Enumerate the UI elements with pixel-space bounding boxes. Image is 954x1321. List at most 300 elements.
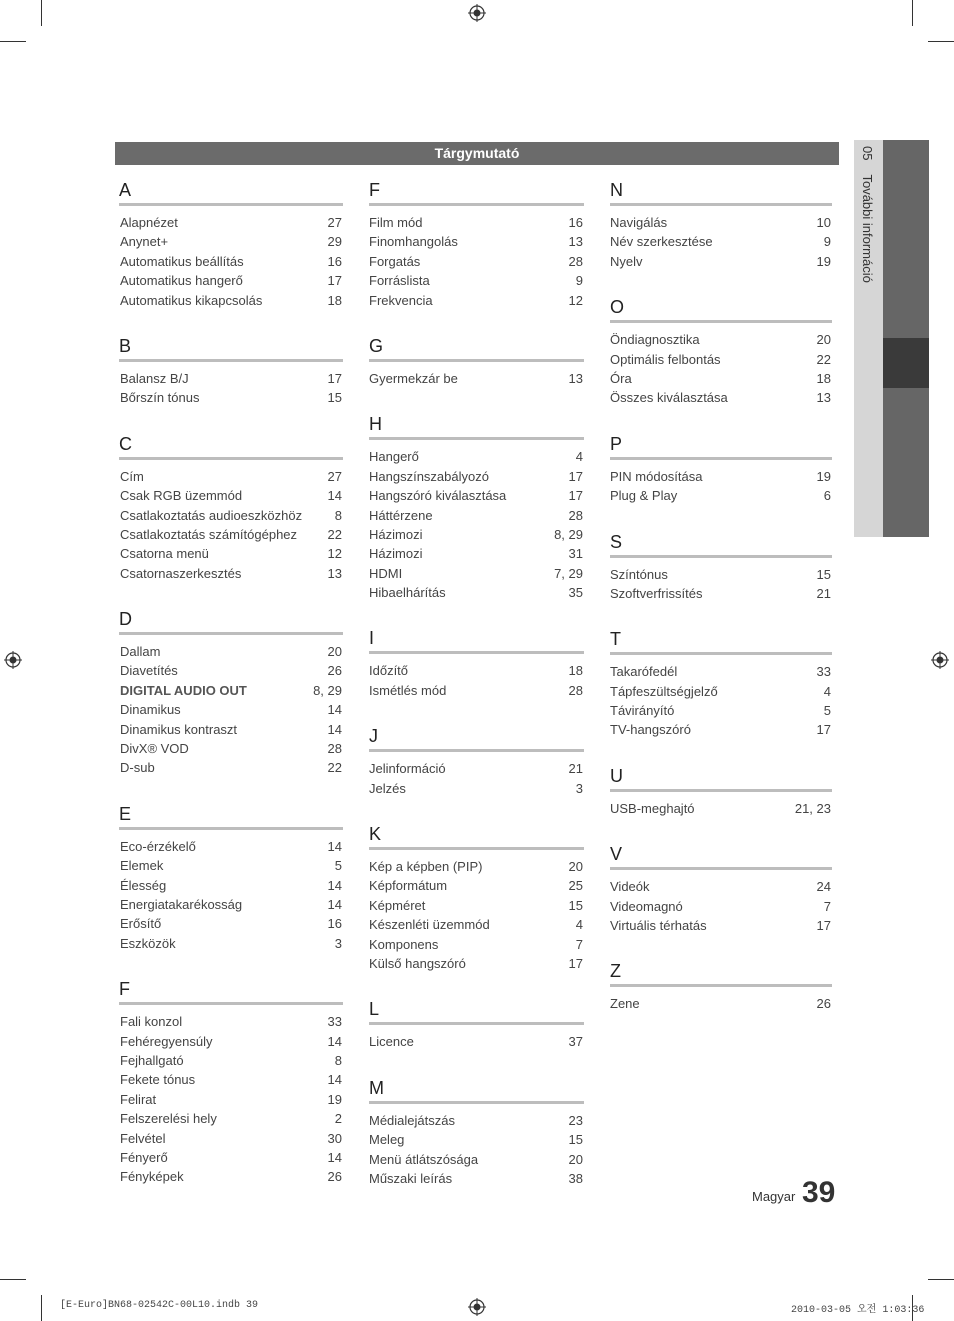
- index-entry: [610, 565, 832, 584]
- index-section: [610, 432, 832, 506]
- index-page-ref: 13: [568, 234, 583, 250]
- index-term: Szoftverfrissítés: [610, 585, 703, 601]
- section-letter: F: [369, 178, 584, 206]
- index-entry: [120, 564, 343, 583]
- index-term: Kép a képben (PIP): [369, 859, 483, 875]
- section-gap: [610, 935, 832, 959]
- index-term: Házimozi: [369, 526, 423, 542]
- index-page-ref: 8: [334, 507, 342, 523]
- section-gap: [610, 740, 832, 764]
- index-term: Meleg: [369, 1132, 405, 1148]
- index-page-ref: 6: [823, 488, 831, 504]
- section-gap: [610, 818, 832, 842]
- index-term: Fehéregyensúly: [120, 1033, 213, 1049]
- index-page-ref: 17: [816, 722, 831, 738]
- index-section: [120, 607, 343, 778]
- index-page-ref: 35: [568, 585, 583, 601]
- section-gap: [369, 310, 584, 334]
- index-page-ref: 27: [327, 468, 342, 484]
- index-entry: [369, 896, 584, 915]
- index-page-ref: 31: [568, 546, 583, 562]
- index-entry: [369, 1111, 584, 1130]
- index-page-ref: 8, 29: [554, 526, 583, 542]
- index-term: Tápfeszültségjelző: [610, 683, 718, 699]
- registration-mark-icon: [4, 651, 22, 669]
- index-entry: [120, 252, 343, 271]
- index-entry: [610, 467, 832, 486]
- index-entry: [610, 330, 832, 349]
- section-letter: U: [610, 764, 832, 792]
- index-term: Alapnézet: [120, 215, 178, 230]
- section-gap: [120, 778, 343, 802]
- index-entry: [120, 876, 343, 895]
- index-term: Frekvencia: [369, 292, 433, 308]
- index-term: Diavetítés: [120, 663, 178, 679]
- index-entry: [120, 1129, 343, 1148]
- index-entry: [610, 720, 832, 739]
- index-page-ref: 4: [575, 917, 583, 933]
- index-entry: [120, 914, 343, 933]
- index-page-ref: 3: [334, 935, 342, 951]
- index-entry: [369, 1032, 584, 1051]
- index-entry: [369, 876, 584, 895]
- index-page-ref: 17: [568, 488, 583, 504]
- section-letter: Z: [610, 959, 832, 987]
- crop-mark: [928, 41, 954, 42]
- index-term: Fényképek: [120, 1169, 184, 1185]
- index-page-ref: 17: [327, 273, 342, 289]
- index-page-ref: 7: [823, 898, 831, 914]
- index-term: Dinamikus: [120, 702, 181, 718]
- index-entry: [120, 1070, 343, 1089]
- index-term: Navigálás: [610, 215, 668, 230]
- section-gap: [610, 506, 832, 530]
- index-page-ref: 15: [568, 897, 583, 913]
- index-page-ref: 28: [568, 507, 583, 523]
- footer-language: Magyar: [752, 1189, 796, 1204]
- index-entry: [610, 369, 832, 388]
- index-page-ref: 38: [568, 1170, 583, 1186]
- index-term: Gyermekzár be: [369, 370, 458, 386]
- index-entry: [610, 994, 832, 1013]
- index-page-ref: 21: [816, 585, 831, 601]
- index-term: Felvétel: [120, 1130, 166, 1146]
- section-letter: V: [610, 842, 832, 870]
- index-entry: [369, 506, 584, 525]
- index-page-ref: 9: [823, 234, 831, 250]
- index-entry: [120, 700, 343, 719]
- index-entry: [120, 388, 343, 407]
- section-gap: [120, 310, 343, 334]
- index-term: Eco-érzékelő: [120, 838, 196, 854]
- index-section: [120, 802, 343, 953]
- index-term: Képméret: [369, 897, 426, 913]
- index-term: Készenléti üzemmód: [369, 917, 490, 933]
- index-term: Műszaki leírás: [369, 1170, 453, 1186]
- index-term: Külső hangszóró: [369, 955, 466, 971]
- index-entry: [120, 837, 343, 856]
- index-entry: [610, 877, 832, 896]
- registration-mark-icon: [931, 651, 949, 669]
- index-entry: [120, 544, 343, 563]
- index-entry: [120, 1167, 343, 1186]
- section-gap: [369, 1052, 584, 1076]
- index-term: Komponens: [369, 936, 439, 952]
- index-section: [369, 334, 584, 388]
- index-page-ref: 28: [568, 253, 583, 269]
- index-entry: [120, 642, 343, 661]
- index-term: USB-meghajtó: [610, 800, 695, 816]
- index-page-ref: 28: [327, 741, 342, 757]
- index-entry: [610, 232, 832, 251]
- index-page-ref: 28: [568, 682, 583, 698]
- index-page-ref: 18: [816, 370, 831, 386]
- index-page-ref: 26: [816, 996, 831, 1012]
- index-page-ref: 12: [327, 546, 342, 562]
- section-letter: D: [119, 607, 343, 635]
- index-term: Film mód: [369, 215, 423, 230]
- index-entry: [120, 720, 343, 739]
- index-page-ref: 26: [327, 663, 342, 679]
- index-page-ref: 30: [327, 1130, 342, 1146]
- index-entry: [369, 1169, 584, 1188]
- index-entry: [120, 467, 343, 486]
- index-entry: [369, 915, 584, 934]
- index-term: Hangerő: [369, 449, 419, 465]
- index-term: Színtónus: [610, 566, 668, 582]
- index-entry: [610, 350, 832, 369]
- index-page-ref: 22: [816, 351, 831, 367]
- index-page-ref: 17: [568, 468, 583, 484]
- index-entry: [120, 1148, 343, 1167]
- index-term: Zene: [610, 996, 640, 1012]
- index-section: [369, 412, 584, 602]
- index-term: HDMI: [369, 565, 403, 581]
- index-page-ref: 14: [327, 896, 342, 912]
- index-term: Eszközök: [120, 935, 176, 951]
- index-entry: [369, 232, 584, 251]
- index-entry: [120, 1012, 343, 1031]
- index-page-ref: 2: [334, 1111, 342, 1127]
- index-entry: [610, 486, 832, 505]
- index-term: Fényerő: [120, 1149, 168, 1165]
- section-gap: [369, 602, 584, 626]
- index-section: [610, 764, 832, 818]
- index-term: Távirányító: [610, 703, 675, 719]
- index-term: Anynet+: [120, 234, 169, 250]
- index-entry: [369, 681, 584, 700]
- index-page-ref: 37: [568, 1034, 583, 1050]
- index-term: Bőrszín tónus: [120, 390, 200, 406]
- index-term: TV-hangszóró: [610, 722, 691, 738]
- section-gap: [610, 603, 832, 627]
- index-term: Jelinformáció: [369, 761, 446, 777]
- index-term: Ismétlés mód: [369, 682, 447, 698]
- index-term: Virtuális térhatás: [610, 918, 707, 934]
- index-entry: [610, 916, 832, 935]
- index-page-ref: 21, 23: [794, 800, 831, 816]
- section-gap: [610, 271, 832, 295]
- index-entry: [120, 291, 343, 310]
- index-page-ref: 29: [327, 234, 342, 250]
- index-section: [120, 334, 343, 408]
- index-term: Csatlakoztatás számítógéphez: [120, 526, 298, 542]
- index-section: [610, 295, 832, 408]
- page-number: 39: [802, 1176, 836, 1209]
- index-section: [369, 997, 584, 1051]
- section-letter: O: [610, 295, 832, 323]
- index-term: Hangszóró kiválasztása: [369, 488, 507, 504]
- index-page-ref: 20: [568, 1151, 583, 1167]
- index-term: Videók: [610, 879, 650, 895]
- index-page-ref: 8, 29: [313, 682, 342, 698]
- index-page-ref: 12: [568, 292, 583, 308]
- index-entry: [610, 252, 832, 271]
- index-page-ref: 17: [327, 370, 342, 386]
- index-term: Médialejátszás: [369, 1112, 455, 1128]
- index-page-ref: 14: [327, 838, 342, 854]
- registration-mark-icon: [468, 4, 486, 22]
- index-term: Finomhangolás: [369, 234, 458, 250]
- index-term: Fali konzol: [120, 1014, 183, 1030]
- index-entry: [369, 525, 584, 544]
- index-entry: [120, 506, 343, 525]
- index-entry: [120, 525, 343, 544]
- index-page-ref: 16: [327, 253, 342, 269]
- index-page-ref: 13: [327, 565, 342, 581]
- index-page-ref: 27: [327, 215, 342, 230]
- index-entry: [120, 758, 343, 777]
- index-page-ref: 8: [334, 1052, 342, 1068]
- index-term: Nyelv: [610, 253, 643, 269]
- section-letter: M: [369, 1076, 584, 1104]
- index-column-3: [610, 178, 832, 1014]
- index-page-ref: 14: [327, 488, 342, 504]
- index-term: Balansz B/J: [120, 370, 189, 386]
- index-term: Öndiagnosztika: [610, 332, 700, 348]
- index-page-ref: 16: [568, 215, 583, 230]
- index-entry: [369, 467, 584, 486]
- index-entry: [369, 564, 584, 583]
- section-letter: C: [119, 432, 343, 460]
- index-entry: [369, 1130, 584, 1149]
- registration-mark-icon: [468, 1298, 486, 1316]
- index-term: Hangszínszabályozó: [369, 468, 489, 484]
- section-gap: [610, 408, 832, 432]
- index-page-ref: 26: [327, 1169, 342, 1185]
- index-page-ref: 14: [327, 721, 342, 737]
- index-term: Csatornaszerkesztés: [120, 565, 242, 581]
- index-section: [369, 1076, 584, 1189]
- index-term: Házimozi: [369, 546, 423, 562]
- section-letter: H: [369, 412, 584, 440]
- index-page-ref: 23: [568, 1112, 583, 1128]
- index-entry: [610, 388, 832, 407]
- index-entry: [120, 369, 343, 388]
- index-term: Hibaelhárítás: [369, 585, 446, 601]
- index-entry: [120, 681, 343, 700]
- index-entry: [610, 682, 832, 701]
- index-entry: [120, 1051, 343, 1070]
- print-file-info: [E-Euro]BN68-02542C-00L10.indb 39: [60, 1300, 259, 1311]
- index-term: Név szerkesztése: [610, 234, 713, 250]
- index-term: Csatlakoztatás audioeszközhöz: [120, 507, 303, 523]
- index-term: Elemek: [120, 858, 164, 874]
- crop-mark: [912, 0, 913, 26]
- section-letter: L: [369, 997, 584, 1025]
- index-entry: [369, 213, 584, 232]
- section-letter: F: [119, 977, 343, 1005]
- page-title: Tárgymutató: [115, 142, 839, 165]
- crop-mark: [0, 1279, 26, 1280]
- index-entry: [369, 271, 584, 290]
- index-entry: [120, 661, 343, 680]
- index-section: [120, 178, 343, 310]
- index-section: [610, 178, 832, 271]
- index-entry: [120, 1109, 343, 1128]
- index-entry: [610, 799, 832, 818]
- section-letter: A: [119, 178, 343, 206]
- index-page-ref: 22: [327, 526, 342, 542]
- index-page-ref: 19: [327, 1091, 342, 1107]
- index-page-ref: 4: [823, 683, 831, 699]
- index-term: Erősítő: [120, 916, 162, 932]
- index-term: PIN módosítása: [610, 468, 703, 484]
- index-term: Fejhallgató: [120, 1052, 184, 1068]
- crop-mark: [41, 0, 42, 26]
- section-gap: [120, 953, 343, 977]
- index-page-ref: 21: [568, 761, 583, 777]
- section-gap: [120, 583, 343, 607]
- chapter-title: További információ: [860, 174, 875, 283]
- index-term: Képformátum: [369, 878, 448, 894]
- index-term: Forgatás: [369, 253, 421, 269]
- index-page-ref: 20: [568, 859, 583, 875]
- index-page-ref: 18: [568, 663, 583, 679]
- section-letter: S: [610, 530, 832, 558]
- index-term: Csatorna menü: [120, 546, 209, 562]
- index-section: [120, 432, 343, 583]
- side-tab-label: [860, 146, 875, 283]
- index-entry: [120, 232, 343, 251]
- index-term: Összes kiválasztása: [610, 390, 728, 406]
- section-letter: T: [610, 627, 832, 655]
- index-term: Energiatakarékosság: [120, 896, 243, 912]
- index-page-ref: 17: [568, 955, 583, 971]
- index-section: [120, 977, 343, 1187]
- index-term: Automatikus hangerő: [120, 273, 243, 289]
- index-term: Háttérzene: [369, 507, 433, 523]
- index-entry: [120, 1090, 343, 1109]
- index-page-ref: 15: [816, 566, 831, 582]
- index-page-ref: 4: [575, 449, 583, 465]
- section-letter: J: [369, 724, 584, 752]
- index-term: Jelzés: [369, 780, 406, 796]
- index-page-ref: 14: [327, 877, 342, 893]
- index-section: [369, 822, 584, 973]
- index-term: Licence: [369, 1034, 414, 1050]
- index-page-ref: 14: [327, 1149, 342, 1165]
- index-entry: [120, 739, 343, 758]
- index-entry: [369, 544, 584, 563]
- index-term: Menü átlátszósága: [369, 1151, 479, 1167]
- section-letter: I: [369, 626, 584, 654]
- section-letter: G: [369, 334, 584, 362]
- index-entry: [120, 486, 343, 505]
- index-page-ref: 3: [575, 780, 583, 796]
- crop-mark: [928, 1279, 954, 1280]
- index-section: [369, 626, 584, 700]
- section-gap: [369, 700, 584, 724]
- index-term: Dallam: [120, 644, 161, 660]
- index-page-ref: 33: [816, 664, 831, 680]
- index-entry: [369, 779, 584, 798]
- index-entry: [610, 584, 832, 603]
- index-entry: [369, 252, 584, 271]
- index-entry: [369, 583, 584, 602]
- index-entry: [120, 856, 343, 875]
- index-entry: [369, 1150, 584, 1169]
- index-column-1: [120, 178, 343, 1187]
- index-page-ref: 18: [327, 292, 342, 308]
- index-term: Felszerelési hely: [120, 1111, 217, 1127]
- index-term: Fekete tónus: [120, 1072, 196, 1088]
- index-entry: [610, 701, 832, 720]
- index-term: Plug & Play: [610, 488, 678, 504]
- index-term: Optimális felbontás: [610, 351, 721, 367]
- index-page-ref: 5: [334, 858, 342, 874]
- index-page-ref: 16: [327, 916, 342, 932]
- index-term: Forráslista: [369, 273, 430, 289]
- index-term: Videomagnó: [610, 898, 683, 914]
- index-entry: [369, 447, 584, 466]
- index-page-ref: 15: [327, 390, 342, 406]
- section-letter: K: [369, 822, 584, 850]
- index-page-ref: 9: [575, 273, 583, 289]
- index-page-ref: 10: [816, 215, 831, 230]
- index-term: Takarófedél: [610, 664, 678, 680]
- index-page-ref: 20: [816, 332, 831, 348]
- index-page-ref: 24: [816, 879, 831, 895]
- crop-mark: [0, 41, 26, 42]
- index-term: Dinamikus kontraszt: [120, 721, 238, 737]
- section-gap: [369, 388, 584, 412]
- index-entry: [369, 486, 584, 505]
- index-page-ref: 13: [816, 390, 831, 406]
- index-entry: [120, 271, 343, 290]
- index-term: DIGITAL AUDIO OUT: [120, 682, 247, 698]
- section-letter: N: [610, 178, 832, 206]
- index-page-ref: 5: [823, 703, 831, 719]
- index-entry: [120, 934, 343, 953]
- index-entry: [369, 857, 584, 876]
- index-page-ref: 14: [327, 1033, 342, 1049]
- index-term: Automatikus kikapcsolás: [120, 292, 263, 308]
- index-entry: [369, 291, 584, 310]
- index-page-ref: 17: [816, 918, 831, 934]
- index-entry: [369, 954, 584, 973]
- index-page-ref: 14: [327, 1072, 342, 1088]
- section-gap: [369, 973, 584, 997]
- index-section: [610, 530, 832, 604]
- index-term: Felirat: [120, 1091, 157, 1107]
- index-term: Időzítő: [369, 663, 409, 679]
- index-entry: [369, 935, 584, 954]
- section-letter: E: [119, 802, 343, 830]
- index-page-ref: 13: [568, 370, 583, 386]
- index-term: Csak RGB üzemmód: [120, 488, 243, 504]
- index-term: D-sub: [120, 760, 155, 776]
